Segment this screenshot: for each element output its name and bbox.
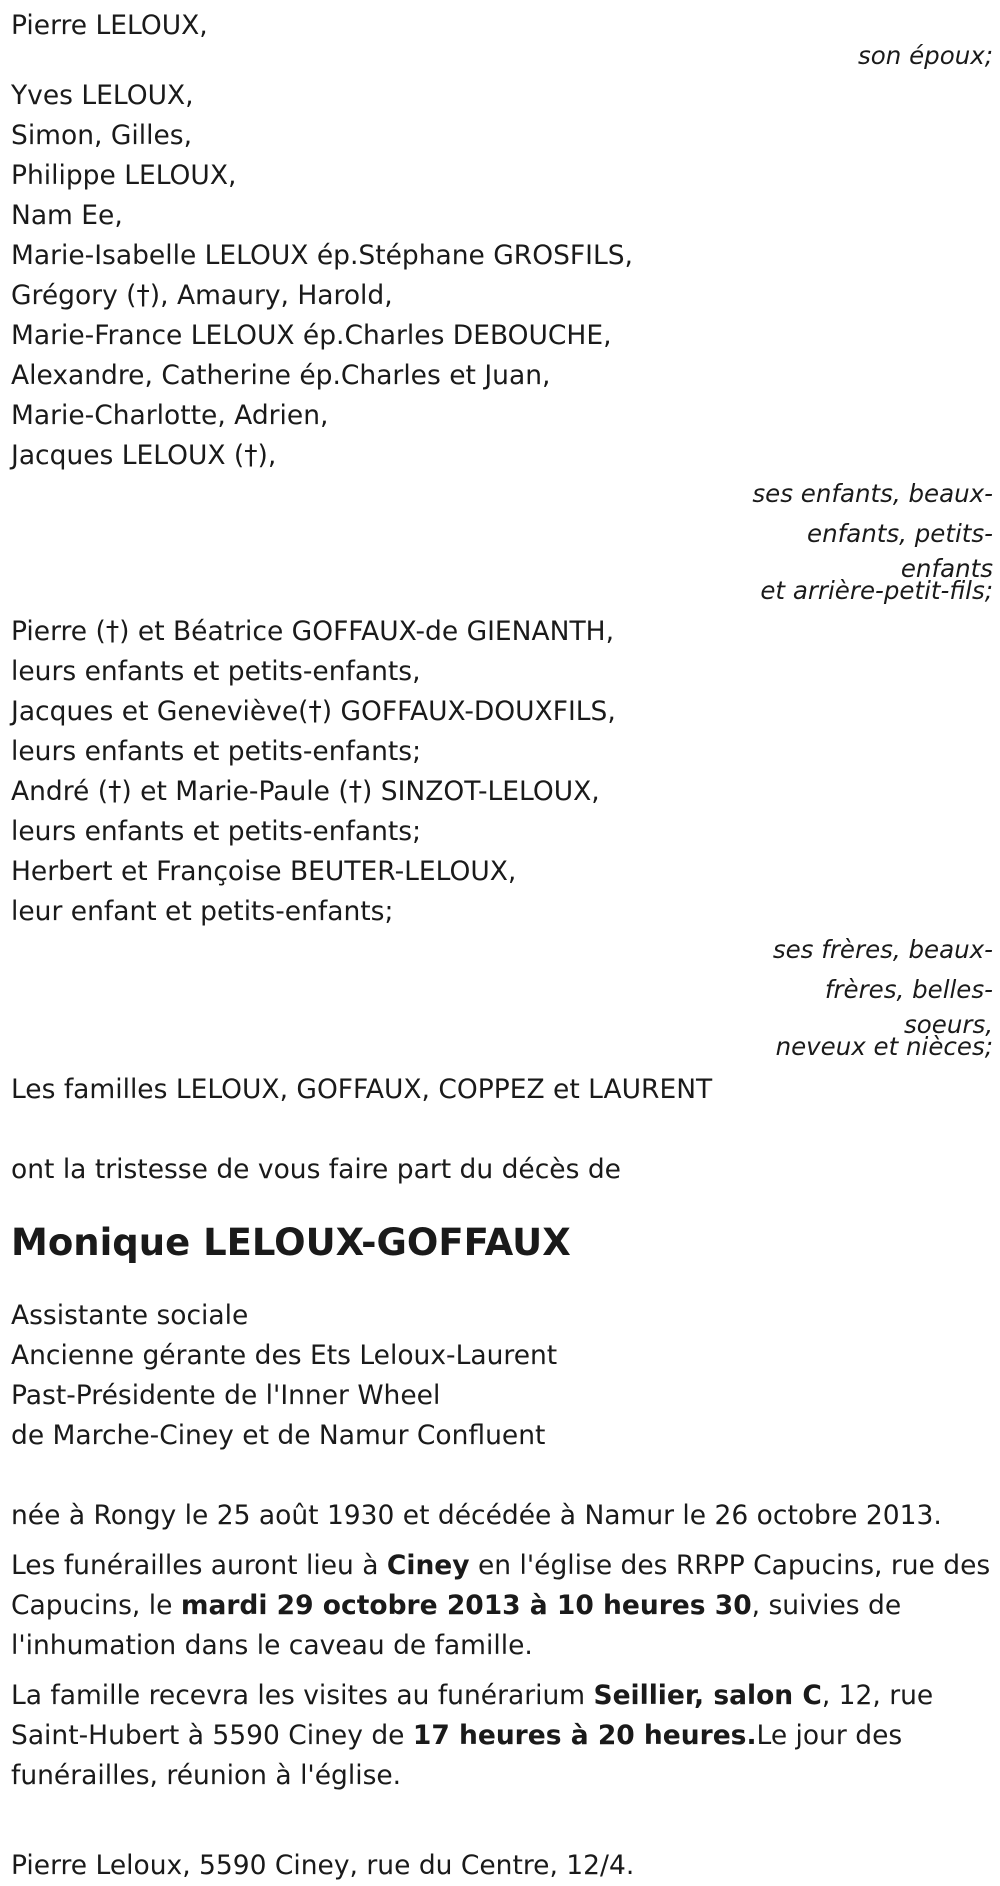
titles-list <box>11 1296 993 1456</box>
relation-line: et arrière-petit-fils; <box>760 576 993 605</box>
family-line: Alexandre, Catherine ép.Charles et Juan, <box>11 360 551 391</box>
relation-line: ses frères, beaux- <box>772 935 993 964</box>
family-line: Marie-France LELOUX ép.Charles DEBOUCHE, <box>11 320 612 351</box>
family-line: leur enfant et petits-enfants; <box>11 896 394 927</box>
family-line: Herbert et Françoise BEUTER-LELOUX, <box>11 856 517 887</box>
funeral-paragraph <box>11 1546 993 1666</box>
visits-paragraph <box>11 1676 993 1796</box>
title-line: Past-Présidente de l'Inner Wheel <box>11 1380 441 1411</box>
funeral-datetime: mardi 29 octobre 2013 à 10 heures 30 <box>180 1590 752 1621</box>
spouse-name: Pierre LELOUX, <box>11 10 208 41</box>
family-line: leurs enfants et petits-enfants; <box>11 736 422 767</box>
relation-line: enfants, petits- <box>807 519 993 548</box>
family-line: Yves LELOUX, <box>11 80 194 111</box>
family-line: leurs enfants et petits-enfants; <box>11 816 422 847</box>
funeral-text: , suivies de l'inhumation dans le caveau de famille. <box>11 1590 902 1661</box>
children-relation <box>11 474 993 605</box>
funeral-text: en l'église des RRPP Capucins, rue des Capucins, le <box>11 1550 991 1621</box>
relation-line: frères, belles- <box>824 975 993 1004</box>
birth-death-line: née à Rongy le 25 août 1930 et décédée à Namur le 26 octobre 2013. <box>11 1500 942 1531</box>
visits-text: Le jour des funérailles, réunion à l'église. <box>11 1720 903 1791</box>
children-list <box>11 76 993 476</box>
relation-line: soeurs, <box>904 1010 993 1039</box>
family-line: Marie-Charlotte, Adrien, <box>11 400 329 431</box>
siblings-relation <box>11 930 993 1061</box>
relation-line: neveux et nièces; <box>775 1032 993 1061</box>
family-line: leurs enfants et petits-enfants, <box>11 656 421 687</box>
contact-address: Pierre Leloux, 5590 Ciney, rue du Centre, 12/4. <box>11 1850 635 1881</box>
visits-text: , 12, rue Saint-Hubert à 5590 Ciney de <box>11 1680 934 1751</box>
family-line: Simon, Gilles, <box>11 120 193 151</box>
title-line: Assistante sociale <box>11 1300 249 1331</box>
relation-line: son époux; <box>858 41 993 70</box>
family-line: Jacques et Geneviève(†) GOFFAUX-DOUXFILS, <box>11 696 616 727</box>
announcement-line: ont la tristesse de vous faire part du décès de <box>11 1154 621 1185</box>
title-line: Ancienne gérante des Ets Leloux-Laurent <box>11 1340 558 1371</box>
family-line: Marie-Isabelle LELOUX ép.Stéphane GROSFILS, <box>11 240 633 271</box>
relation-line: ses enfants, beaux- <box>752 479 993 508</box>
family-line: Jacques LELOUX (†), <box>11 440 277 471</box>
family-line: Pierre (†) et Béatrice GOFFAUX-de GIENANTH, <box>11 616 614 647</box>
family-line: Grégory (†), Amaury, Harold, <box>11 280 393 311</box>
funeral-place: Ciney <box>386 1550 470 1581</box>
title-line: de Marche-Ciney et de Namur Confluent <box>11 1420 546 1451</box>
deceased-name: Monique LELOUX-GOFFAUX <box>11 1221 571 1264</box>
siblings-list <box>11 612 993 932</box>
family-line: Nam Ee, <box>11 200 123 231</box>
family-line: André (†) et Marie-Paule (†) SINZOT-LELOUX, <box>11 776 600 807</box>
relation-line: enfants <box>900 554 993 583</box>
visits-hours: 17 heures à 20 heures. <box>412 1720 757 1751</box>
family-line: Philippe LELOUX, <box>11 160 237 191</box>
families-line: Les familles LELOUX, GOFFAUX, COPPEZ et LAURENT <box>11 1074 713 1105</box>
notice-content <box>11 0 993 1886</box>
visits-text: La famille recevra les visites au funérarium <box>11 1680 594 1711</box>
visits-place: Seillier, salon C <box>593 1680 822 1711</box>
funeral-text: Les funérailles auront lieu à <box>11 1550 387 1581</box>
